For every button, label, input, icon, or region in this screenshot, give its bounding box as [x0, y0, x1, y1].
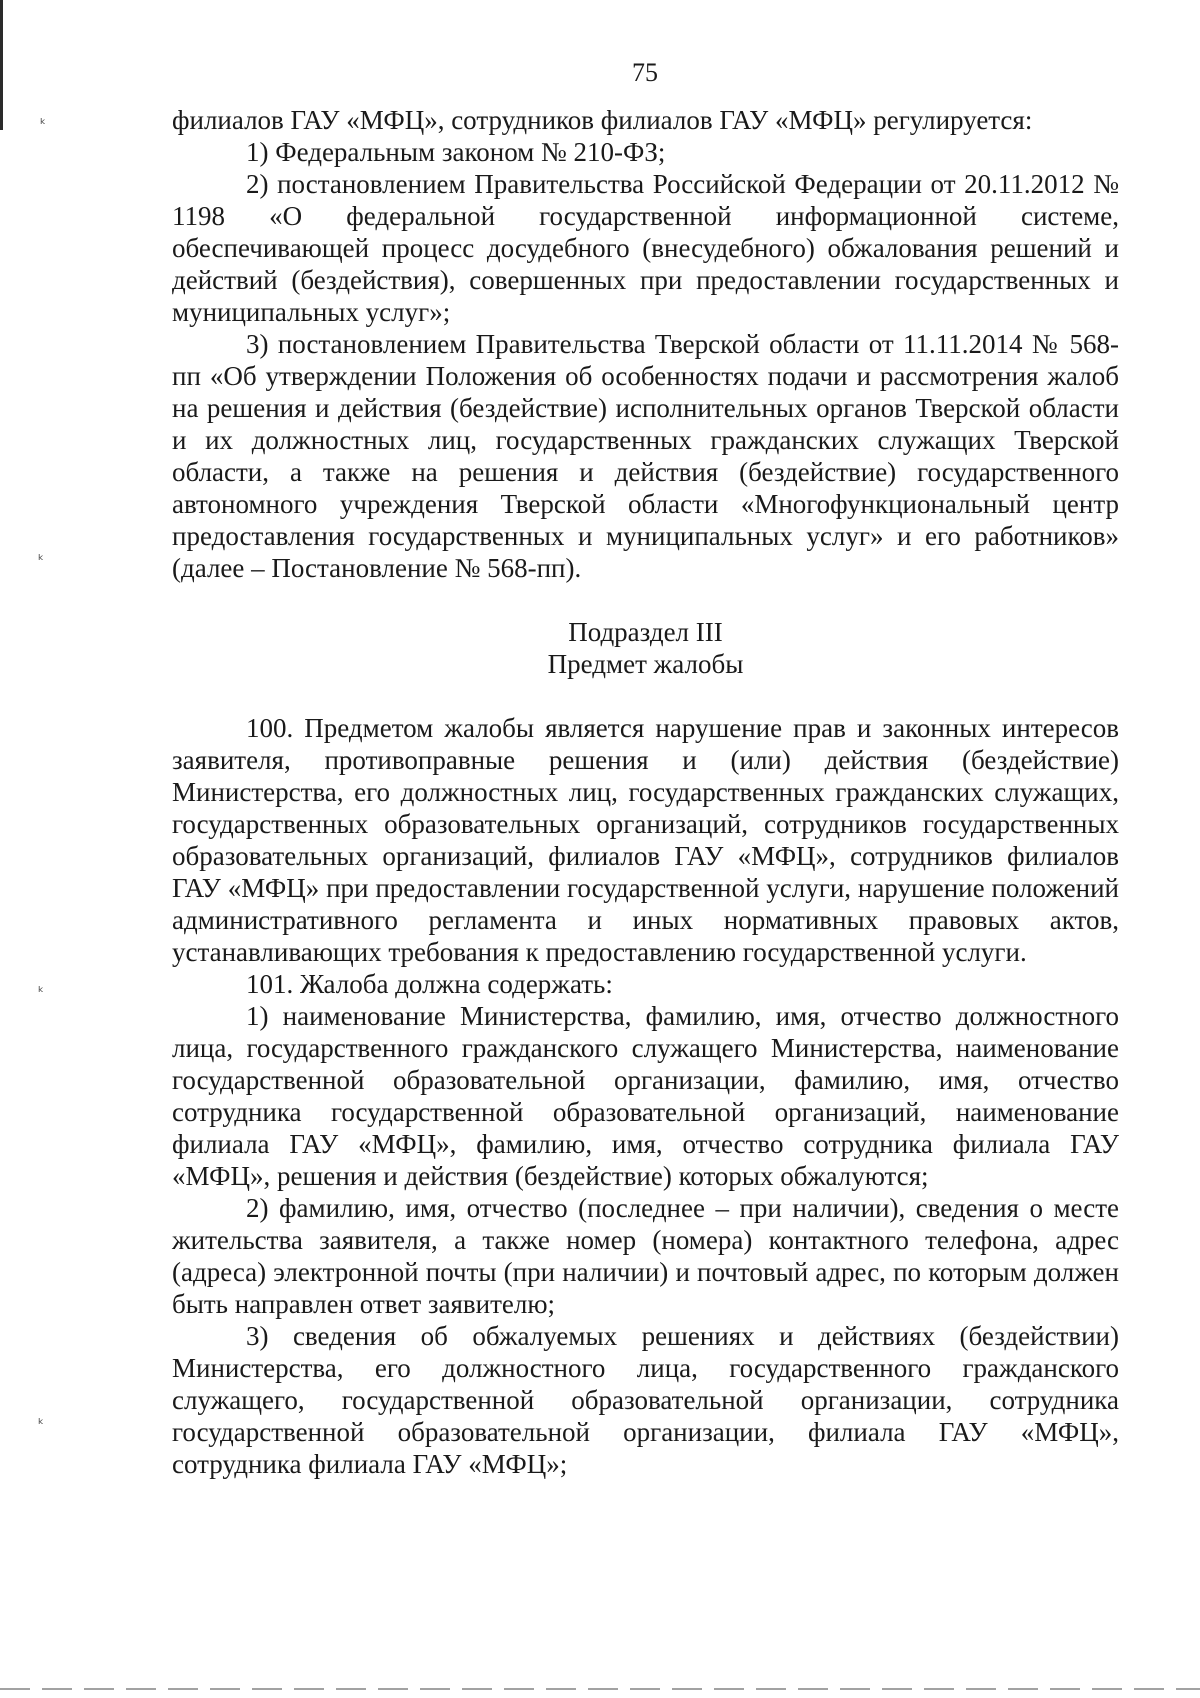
clause-100: 100. Предметом жалобы является нарушение прав и законных интересов заявителя, противоправные решения и (или) действия (бездействие) Министерства, его должностных лиц, государственных гражданских служащих, государственных образовательных организаций, сотрудников государственных образовательных организаций, филиалов ГАУ «МФЦ», сотрудников филиалов ГАУ «МФЦ» при предоставлении государственной услуги, нарушение положений административного регламента и иных нормативных правовых актов, устанавливающих требования к предоставлению государственной услуги.	[172, 713, 1119, 967]
margin-binder-mark: ₖ	[40, 112, 46, 128]
margin-binder-mark: ₖ	[38, 980, 44, 996]
margin-binder-mark: ₖ	[38, 1412, 44, 1428]
list-item-1: 1) Федеральным законом № 210-ФЗ;	[246, 137, 666, 167]
scan-bottom-edge	[0, 1688, 1200, 1690]
section-title: Предмет жалобы	[547, 649, 744, 679]
clause-101-item-1: 1) наименование Министерства, фамилию, имя, отчество должностного лица, государственного гражданского служащего Министерства, наименование государственной образовательной организации, фамилию, имя, отчество сотрудника государственной образовательной организаций, наименование филиала ГАУ «МФЦ», фамилию, имя, отчество сотрудника филиала ГАУ «МФЦ», решения и действия (бездействие) которых обжалуются;	[172, 1001, 1119, 1191]
list-item-3: 3) постановлением Правительства Тверской области от 11.11.2014 № 568-пп «Об утверждении Положения об особенностях подачи и рассмотрения жалоб на решения и действия (бездействие) исполнительных органов Тверской области и их должностных лиц, государственных гражданских служащих Тверской области, а также на решения и действия (бездействие) государственного автономного учреждения Тверской области «Многофункциональный центр предоставления государственных и муниципальных услуг» и его работников» (далее – Постановление № 568-пп).	[172, 329, 1119, 583]
page-number: 75	[632, 58, 658, 87]
clause-101: 101. Жалоба должна содержать:	[246, 969, 613, 999]
document-body	[172, 104, 1119, 1480]
list-item-2: 2) постановлением Правительства Российской Федерации от 20.11.2012 № 1198 «О федеральной государственной информационной системе, обеспечивающей процесс досудебного (внесудебного) обжалования решений и действий (бездействия), совершенных при предоставлении государственных и муниципальных услуг»;	[172, 169, 1119, 327]
section-heading	[172, 616, 1119, 680]
clause-101-item-2: 2) фамилию, имя, отчество (последнее – при наличии), сведения о месте жительства заявителя, а также номер (номера) контактного телефона, адрес (адреса) электронной почты (при наличии) и почтовый адрес, по которым должен быть направлен ответ заявителю;	[172, 1193, 1119, 1319]
clause-101-item-3: 3) сведения об обжалуемых решениях и действиях (бездействии) Министерства, его должностного лица, государственного гражданского служащего, государственной образовательной организации, сотрудника государственной образовательной организации, филиала ГАУ «МФЦ», сотрудника филиала ГАУ «МФЦ»;	[172, 1321, 1119, 1479]
intro-paragraph: филиалов ГАУ «МФЦ», сотрудников филиалов ГАУ «МФЦ» регулируется:	[172, 105, 1033, 135]
margin-binder-mark: ₖ	[38, 548, 44, 564]
subdivision-label: Подраздел III	[568, 617, 723, 647]
